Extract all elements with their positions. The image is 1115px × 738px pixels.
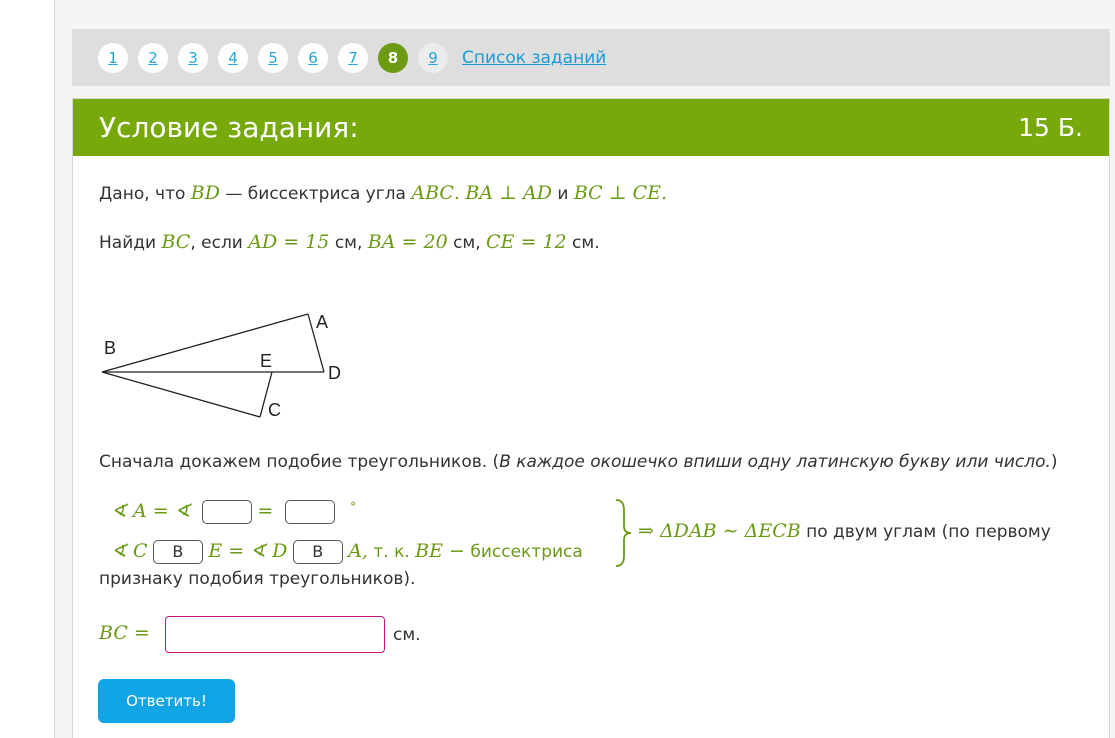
- statement-text: , если: [190, 233, 243, 253]
- proof-intro-text: Сначала докажем подобие треугольников. (: [99, 452, 500, 472]
- page-button-3[interactable]: 3: [178, 43, 208, 73]
- math-bd: BD: [190, 182, 220, 204]
- statement-text: Дано, что: [99, 184, 186, 204]
- task-header: [73, 99, 1109, 156]
- task-points: 15 Б.: [1018, 113, 1083, 142]
- math-a: A,: [348, 540, 368, 562]
- page-button-4[interactable]: 4: [218, 43, 248, 73]
- page-button-7[interactable]: 7: [338, 43, 368, 73]
- degree-symbol: °: [350, 500, 357, 514]
- conclusion-text-2: признаку подобия треугольников).: [99, 569, 416, 589]
- page-button-8-active[interactable]: 8: [378, 43, 408, 73]
- left-rail: [0, 0, 55, 738]
- task-list-link[interactable]: Список заданий: [462, 48, 607, 68]
- bisector-text: биссектриса: [470, 542, 583, 562]
- task-pagination: [72, 29, 1110, 86]
- proof-conclusion: [638, 520, 1051, 542]
- answer-label-wrap: [99, 622, 150, 644]
- segment-ba: [102, 314, 308, 372]
- answer-unit: см.: [393, 625, 421, 645]
- math-equals: =: [257, 500, 274, 522]
- statement-text: Найди: [99, 233, 157, 253]
- angle-d-letter-box[interactable]: B: [293, 540, 343, 564]
- unit-text: см.: [572, 233, 600, 253]
- task-title: Условие задания:: [99, 111, 359, 144]
- math-angle-a: ∢ A = ∢: [111, 500, 191, 522]
- unit-text: см,: [453, 233, 481, 253]
- statement-line-2: [99, 231, 600, 253]
- proof-intro-hint: В каждое окошечко впиши одну латинскую букву или число.: [499, 452, 1051, 472]
- unit-text: см,: [334, 233, 363, 253]
- label-a: A: [316, 312, 329, 332]
- page-button-5[interactable]: 5: [258, 43, 288, 73]
- answer-label: BC =: [99, 622, 150, 644]
- page-button-6[interactable]: 6: [298, 43, 328, 73]
- math-dot: .: [453, 182, 460, 204]
- system-brace: [612, 498, 634, 568]
- pagination-items: [98, 43, 606, 73]
- math-e-angle-d: E = ∢ D: [208, 540, 288, 562]
- label-e: E: [260, 351, 273, 371]
- angle-letter-input[interactable]: [202, 500, 252, 524]
- since-text: т. к.: [373, 542, 410, 562]
- math-ad-value: AD = 15: [248, 231, 330, 253]
- proof-row-1: [111, 500, 356, 524]
- proof-row-2: [111, 540, 583, 564]
- label-c: C: [268, 400, 281, 420]
- label-b: B: [104, 338, 117, 358]
- proof-intro: [99, 452, 1058, 472]
- answer-bc-input[interactable]: [165, 616, 385, 653]
- segment-bc: [102, 372, 260, 417]
- math-angle-c: ∢ C: [111, 540, 148, 562]
- math-be: BE −: [415, 540, 465, 562]
- math-ba-value: BA = 20: [367, 231, 448, 253]
- math-bc-perp-ce: BC ⊥ CE.: [573, 182, 668, 204]
- math-bc: BC: [161, 231, 191, 253]
- proof-intro-close: ): [1050, 452, 1058, 472]
- angle-degree-input[interactable]: [285, 500, 335, 524]
- angle-c-letter-box[interactable]: B: [153, 540, 203, 564]
- math-ce-value: CE = 12: [486, 231, 567, 253]
- page-button-9[interactable]: 9: [418, 43, 448, 73]
- page-button-2[interactable]: 2: [138, 43, 168, 73]
- math-similarity: ⇒ ΔDAB ∼ ΔECB: [638, 520, 801, 542]
- statement-text: и: [557, 184, 569, 204]
- math-abc: ABC: [411, 182, 454, 204]
- statement-line-1: [99, 182, 667, 204]
- geometry-figure: [98, 300, 358, 425]
- math-ba-perp-ad: BA ⊥ AD: [465, 182, 552, 204]
- page-button-1[interactable]: 1: [98, 43, 128, 73]
- conclusion-text: по двум углам (по первому: [806, 522, 1051, 542]
- proof-conclusion-line-2: [99, 569, 415, 589]
- label-d: D: [328, 363, 341, 383]
- submit-button[interactable]: Ответить!: [98, 679, 235, 723]
- statement-text: — биссектриса угла: [225, 184, 406, 204]
